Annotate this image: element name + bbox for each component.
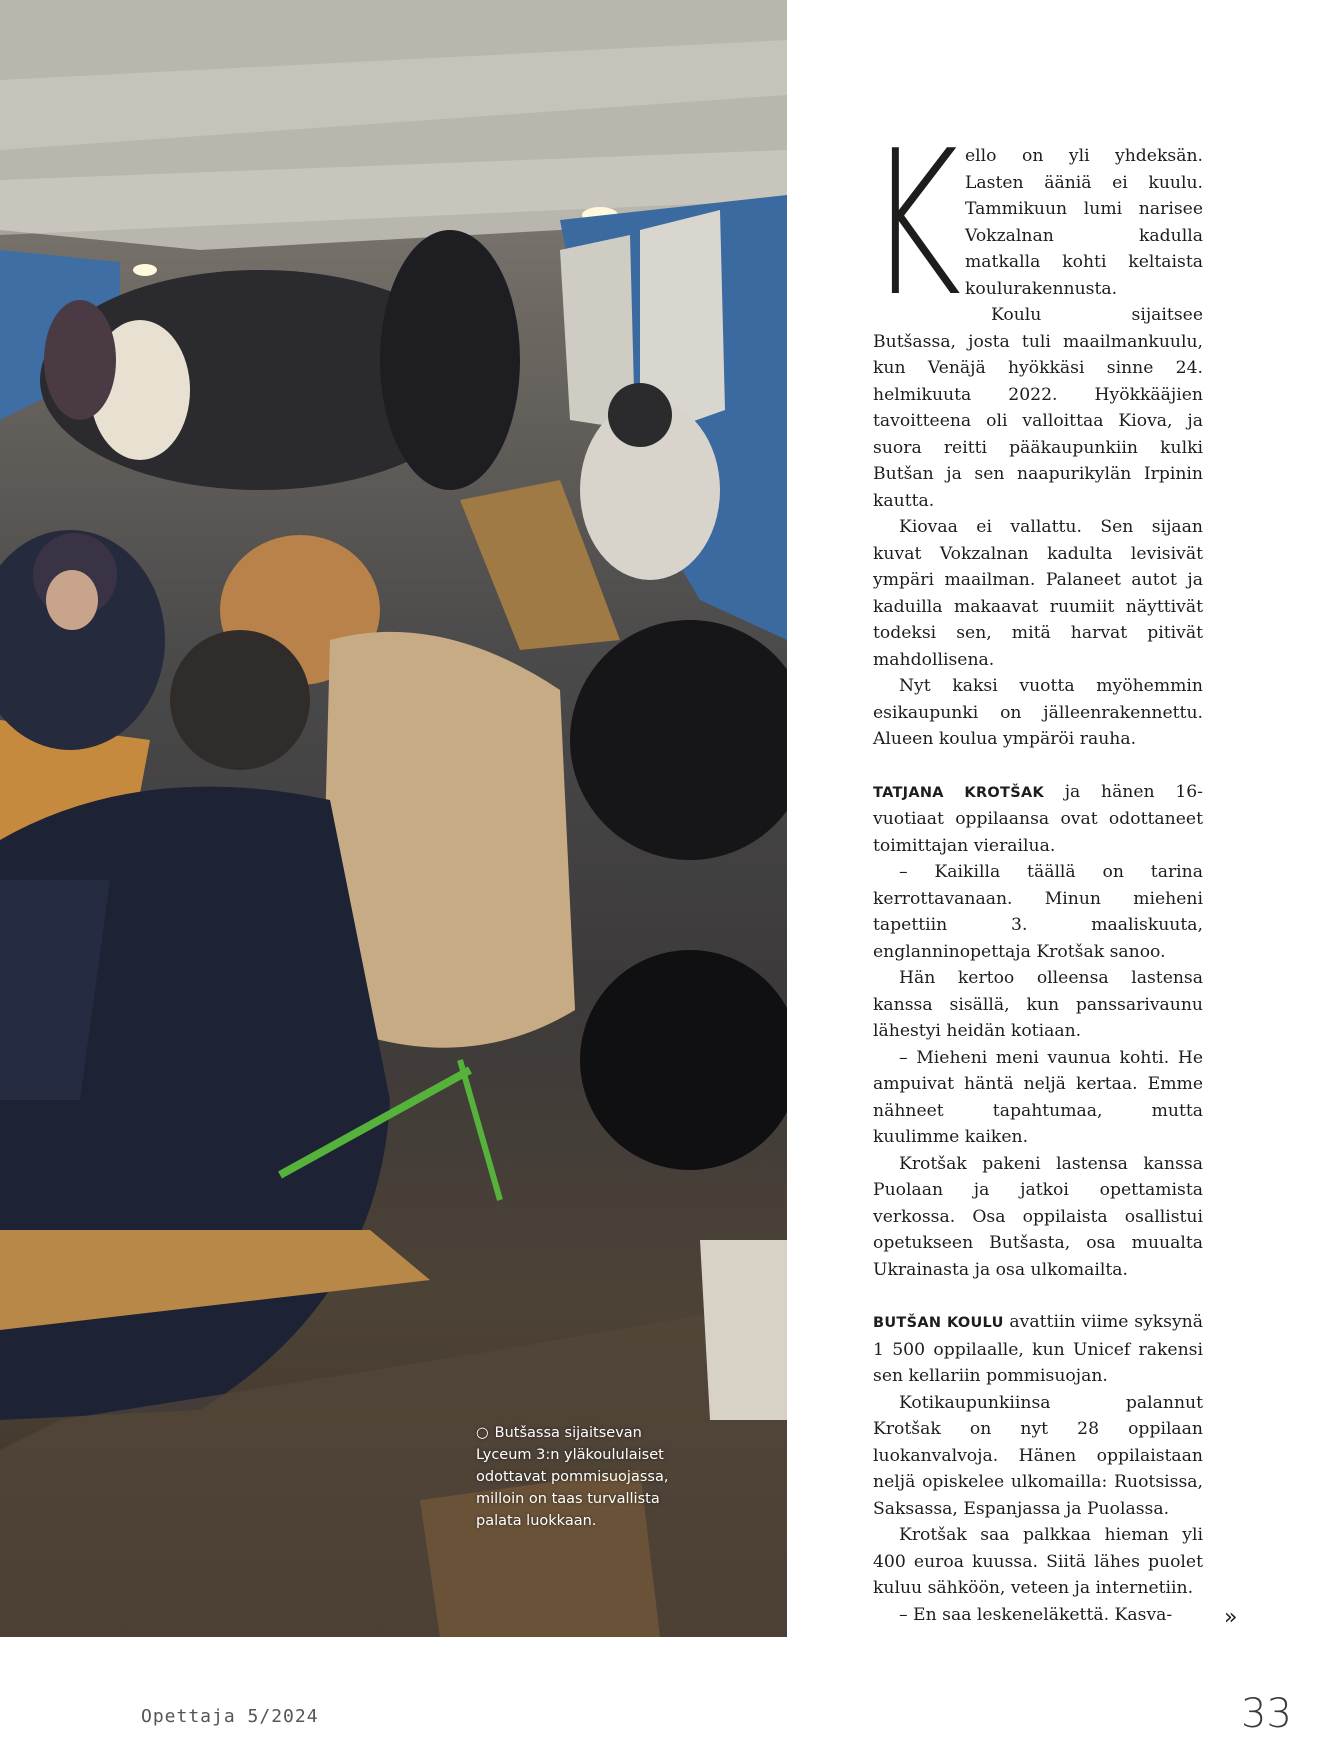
article-paragraph-11: Kotikaupunkiinsa palannut Krotšak on nyt 28 oppilaan luokanvalvoja. Hänen oppilaistaan neljä opiskelee ulkomailla: Ruotsissa, Saksassa, Espanjassa ja Puolassa. xyxy=(873,1392,1203,1519)
magazine-issue: Opettaja 5/2024 xyxy=(141,1706,319,1727)
article-column xyxy=(867,108,1203,1628)
lead-in-name: TATJANA KROTŠAK xyxy=(873,784,1045,801)
continue-arrow-icon: » xyxy=(1224,1605,1238,1630)
caption-text: Butšassa sijaitsevan Lyceum 3:n yläkoululaiset odottavat pommisuojassa, milloin on taas turvallista palata luokkaan. xyxy=(476,1425,669,1529)
article-paragraph-1: Kello on yli yhdeksän. Lasten ääniä ei kuulu. Tammikuun lumi narisee Vokzalnan kadulla matkalla kohti keltaista koulurakennusta. xyxy=(867,108,1203,341)
article-paragraph-13: – En saa leskeneläkettä. Kasva- xyxy=(899,1604,1173,1625)
dropcap: K xyxy=(867,108,962,341)
caption-bullet-icon: ○ xyxy=(476,1425,489,1441)
article-paragraph-5: TATJANA KROTŠAK ja hänen 16-vuotiaat oppilaansa ovat odottaneet toimittajan vierailua. xyxy=(873,781,1203,856)
article-paragraph-9: Krotšak pakeni lastensa kanssa Puolaan ja jatkoi opettamista verkossa. Osa oppilaista osallistui opetukseen Butšasta, osa muualta Ukrainasta ja osa ulkomailta. xyxy=(873,1153,1203,1280)
article-paragraph-4: Nyt kaksi vuotta myöhemmin esikaupunki on jälleenrakennettu. Alueen koulua ympäröi rauha. xyxy=(873,676,1203,749)
article-paragraph-2: Koulu sijaitsee Butšassa, josta tuli maailmankuulu, kun Venäjä hyökkäsi sinne 24. helmikuuta 2022. Hyökkääjien tavoitteena oli valloittaa Kiova, ja suora reitti pääkaupunkiin kulki Butšan ja sen naapurikylän Irpinin kautta. xyxy=(873,305,1203,511)
article-paragraph-8: – Mieheni meni vaunua kohti. He ampuivat häntä neljä kertaa. Emme nähneet tapahtumaa, mutta kuulimme kaiken. xyxy=(873,1047,1203,1147)
article-paragraph-12: Krotšak saa palkkaa hieman yli 400 euroa kuussa. Siitä lähes puolet kuluu sähköön, veteen ja internetiin. xyxy=(873,1525,1203,1598)
article-paragraph-7: Hän kertoo olleensa lastensa kanssa sisällä, kun panssarivaunu lähestyi heidän kotiaan. xyxy=(873,968,1203,1041)
photo-caption xyxy=(476,1422,686,1532)
article-paragraph-10: BUTŠAN KOULU avattiin viime syksynä 1 500 oppilaalle, kun Unicef rakensi sen kellariin pommisuojan. xyxy=(873,1312,1203,1386)
lead-in-school: BUTŠAN KOULU xyxy=(873,1315,1004,1331)
article-paragraph-3: Kiovaa ei vallattu. Sen sijaan kuvat Vokzalnan kadulta levisivät ympäri maailman. Palaneet autot ja kaduilla makaavat ruumiit näyttivät todeksi sen, mitä harvat pitivät mahdollisena. xyxy=(873,517,1203,670)
article-paragraph-6: – Kaikilla täällä on tarina kerrottavanaan. Minun mieheni tapettiin 3. maaliskuuta, englanninopettaja Krotšak sanoo. xyxy=(873,862,1203,962)
page-number: 33 xyxy=(1241,1691,1292,1737)
